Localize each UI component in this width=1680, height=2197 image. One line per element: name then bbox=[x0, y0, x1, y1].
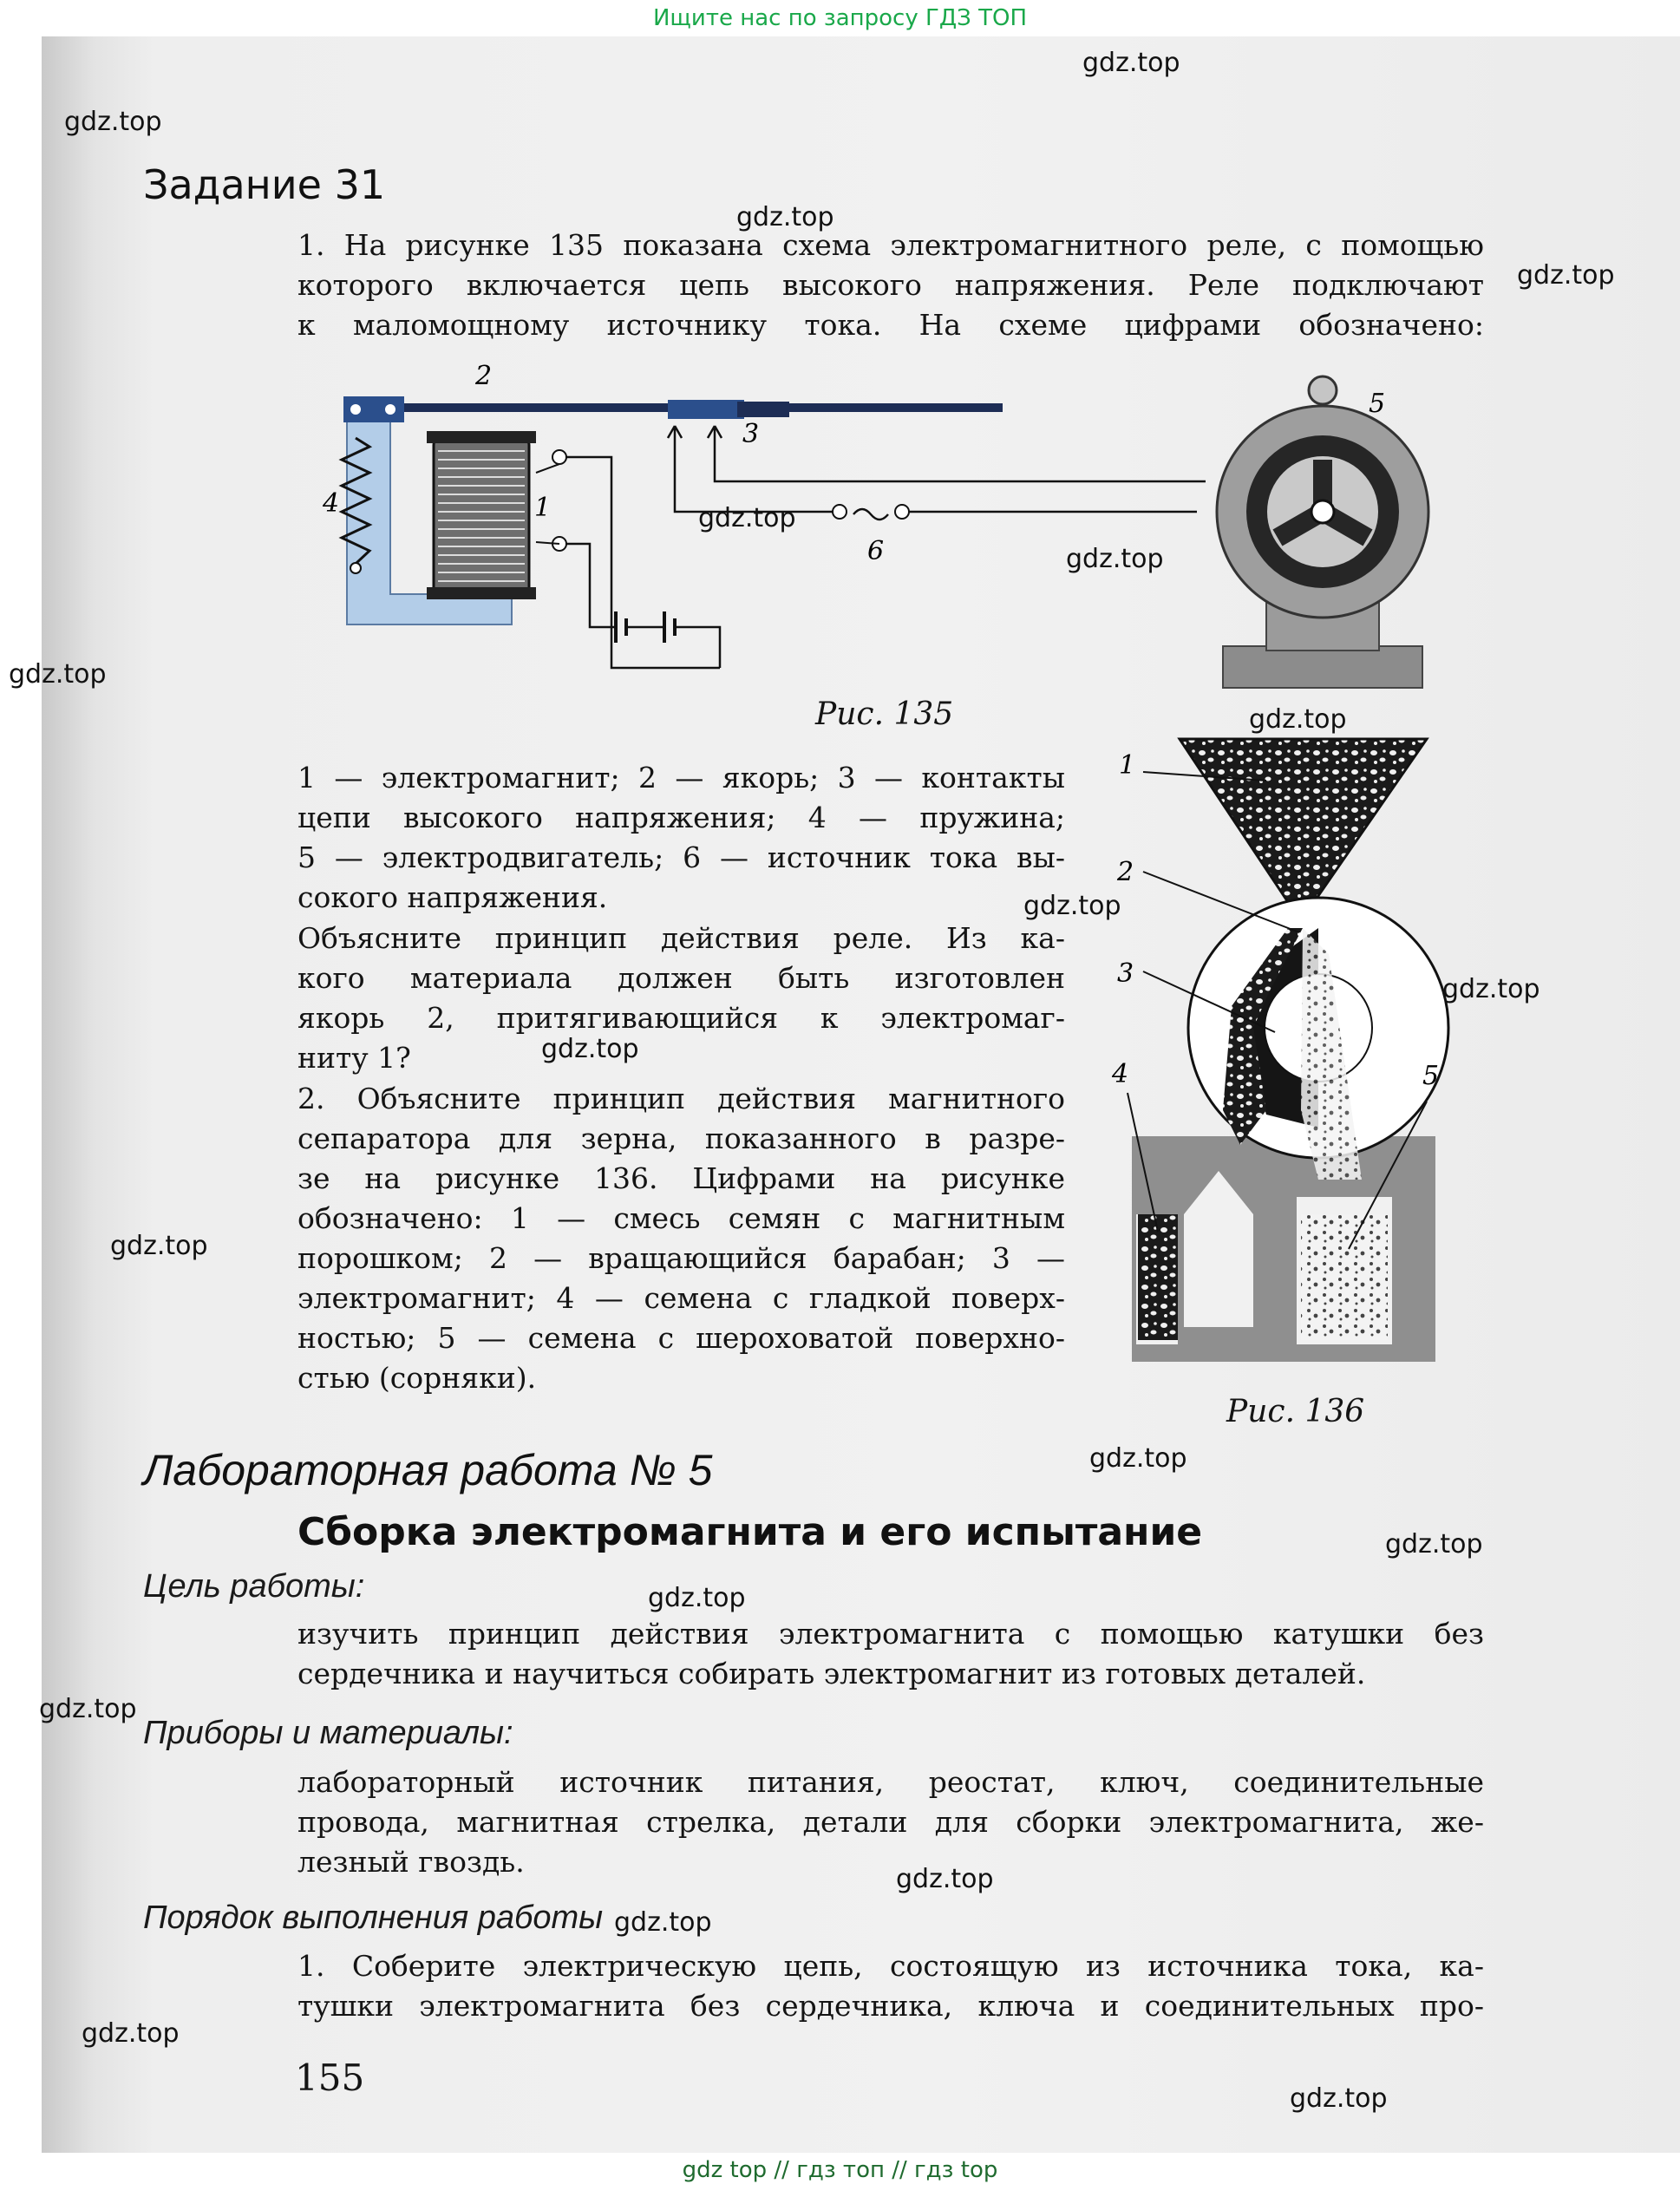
fig135-label-6: 6 bbox=[867, 536, 885, 566]
footer-notice: gdz top // гдз топ // гдз top bbox=[682, 2157, 998, 2183]
question1-line: ниту 1? bbox=[297, 1041, 411, 1075]
fig136-label-1: 1 bbox=[1119, 750, 1136, 781]
watermark-text: gdz.top bbox=[1089, 1443, 1187, 1474]
armature-contact-block bbox=[668, 400, 744, 419]
watermark-text: gdz.top bbox=[896, 1864, 994, 1894]
watermark-text: gdz.top bbox=[736, 202, 834, 232]
intro-line: которого включается цепь высокого напряжения. Реле подключают bbox=[297, 268, 1484, 302]
fig135-label-3: 3 bbox=[742, 419, 760, 449]
watermark-text: gdz.top bbox=[1517, 260, 1615, 291]
question1-line: Объясните принцип действия реле. Из ка- bbox=[297, 921, 1065, 955]
goal-label: Цель работы: bbox=[143, 1568, 365, 1605]
fig136-label-5: 5 bbox=[1422, 1061, 1440, 1091]
question2-line: обозначено: 1 — смесь семян с магнитным bbox=[297, 1201, 1065, 1235]
bin-smooth-seeds bbox=[1138, 1214, 1178, 1340]
materials-line: лабораторный источник питания, реостат, ключ, соединительные bbox=[297, 1765, 1484, 1799]
watermark-text: gdz.top bbox=[541, 1034, 639, 1064]
fig135-label-1: 1 bbox=[534, 493, 552, 523]
fig135-caption: Рис. 135 bbox=[815, 696, 954, 732]
motor-eye-bolt bbox=[1309, 376, 1337, 404]
spring-anchor bbox=[350, 563, 361, 573]
bin-rough-seeds bbox=[1301, 1214, 1388, 1340]
watermark-text: gdz.top bbox=[110, 1231, 208, 1261]
question1-line: кого материала должен быть изготовлен bbox=[297, 961, 1065, 995]
ac-source-symbol bbox=[853, 509, 888, 520]
legend-line: 1 — электромагнит; 2 — якорь; 3 — контакты bbox=[297, 761, 1065, 794]
procedure-line: 1. Соберите электрическую цепь, состоящую из источника тока, ка- bbox=[297, 1949, 1484, 1983]
watermark-text: gdz.top bbox=[39, 1694, 137, 1724]
lab-title: Лабораторная работа № 5 bbox=[143, 1446, 713, 1494]
legend-line: 5 — электродвигатель; 6 — источник тока вы- bbox=[297, 840, 1065, 874]
motor-base bbox=[1223, 646, 1422, 688]
fig136-label-2: 2 bbox=[1117, 857, 1134, 887]
watermark-text: gdz.top bbox=[1023, 891, 1121, 921]
goal-line: сердечника и научиться собирать электромагнит из готовых деталей. bbox=[297, 1657, 1366, 1690]
header-notice: Ищите нас по запросу ГДЗ ТОП bbox=[652, 5, 1028, 31]
watermark-text: gdz.top bbox=[82, 2018, 180, 2049]
question2-line: порошком; 2 — вращающийся барабан; 3 — bbox=[297, 1241, 1065, 1275]
watermark-text: gdz.top bbox=[1249, 704, 1347, 735]
procedure-label: Порядок выполнения работы bbox=[143, 1899, 604, 1936]
fig135-label-2: 2 bbox=[475, 361, 493, 391]
watermark-text: gdz.top bbox=[648, 1583, 746, 1613]
fig135-label-4: 4 bbox=[323, 488, 340, 519]
hinge-pivot bbox=[350, 404, 361, 415]
electromagnet-coil bbox=[434, 438, 529, 594]
watermark-text: gdz.top bbox=[9, 659, 107, 690]
coil-bottom-plate bbox=[427, 587, 536, 599]
materials-line: провода, магнитная стрелка, детали для сборки электромагнита, же- bbox=[297, 1805, 1484, 1839]
figure-135-relay-diagram bbox=[323, 351, 1448, 690]
hinge-screw bbox=[385, 404, 395, 415]
watermark-text: gdz.top bbox=[1290, 2083, 1388, 2114]
materials-label: Приборы и материалы: bbox=[143, 1715, 513, 1751]
armature-tip bbox=[737, 402, 789, 417]
watermark-text: gdz.top bbox=[1082, 48, 1180, 78]
watermark-text: gdz.top bbox=[1442, 974, 1540, 1004]
watermark-text: gdz.top bbox=[64, 107, 162, 137]
fig135-label-5: 5 bbox=[1369, 389, 1386, 419]
fig136-caption: Рис. 136 bbox=[1226, 1394, 1365, 1429]
watermark-text: gdz.top bbox=[1066, 544, 1164, 574]
goal-line: изучить принцип действия электромагнита с помощью катушки без bbox=[297, 1617, 1484, 1651]
motor-shaft bbox=[1311, 500, 1334, 523]
page-number: 155 bbox=[295, 2056, 365, 2099]
task-title: Задание 31 bbox=[143, 161, 386, 208]
lab-subtitle: Сборка электромагнита и его испытание bbox=[297, 1510, 1203, 1554]
contact-left bbox=[668, 426, 682, 473]
fig136-label-4: 4 bbox=[1112, 1059, 1129, 1089]
contact-right bbox=[708, 426, 722, 473]
procedure-line: тушки электромагнита без сердечника, ключа и соединительных про- bbox=[297, 1989, 1484, 2023]
question2-line: ностью; 5 — семена с шероховатой поверхно- bbox=[297, 1321, 1065, 1355]
question2-line: зе на рисунке 136. Цифрами на рисунке bbox=[297, 1161, 1065, 1195]
watermark-text: gdz.top bbox=[698, 503, 796, 533]
question2-line: электромагнит; 4 — семена с гладкой поверх- bbox=[297, 1281, 1065, 1315]
figure-136-separator-diagram bbox=[1101, 729, 1448, 1379]
coil-top-plate bbox=[427, 431, 536, 443]
question2-line: 2. Объясните принцип действия магнитного bbox=[297, 1082, 1065, 1115]
watermark-text: gdz.top bbox=[1385, 1529, 1483, 1559]
coil-terminal-top bbox=[552, 450, 566, 464]
legend-line: цепи высокого напряжения; 4 — пружина; bbox=[297, 801, 1065, 834]
low-voltage-wire bbox=[566, 457, 720, 668]
materials-line: лезный гвоздь. bbox=[297, 1845, 525, 1879]
legend-line: сокого напряжения. bbox=[297, 880, 608, 914]
question1-line: якорь 2, притягивающийся к электромаг- bbox=[297, 1001, 1065, 1035]
intro-line: к маломощному источнику тока. На схеме цифрами обозначено: bbox=[297, 308, 1484, 342]
question2-line: стью (сорняки). bbox=[297, 1361, 537, 1395]
fig136-label-3: 3 bbox=[1117, 958, 1134, 989]
intro-line: 1. На рисунке 135 показана схема электромагнитного реле, с помощью bbox=[297, 228, 1484, 262]
question2-line: сепаратора для зерна, показанного в разре- bbox=[297, 1121, 1065, 1155]
watermark-text: gdz.top bbox=[614, 1907, 712, 1938]
